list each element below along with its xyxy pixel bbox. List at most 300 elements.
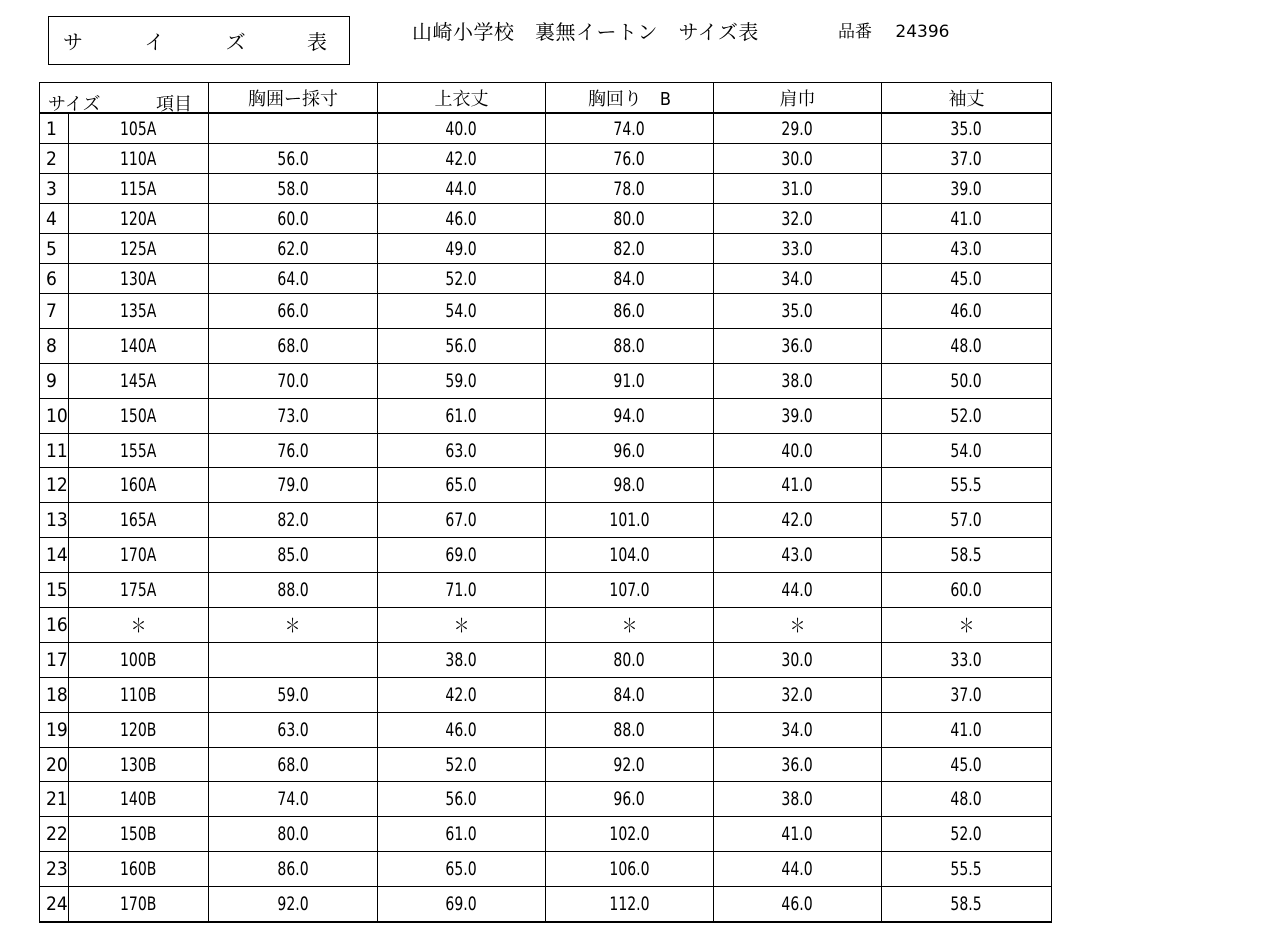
size-value: 175A [120,579,157,602]
shoulder-cell [714,782,882,817]
sleeve-cell [882,503,1052,538]
title-char: サ [63,30,83,54]
shoulder-cell [714,264,882,294]
length-value: 42.0 [445,683,478,706]
sleeve-value: 37.0 [950,683,983,706]
chest_b-cell [546,538,714,573]
size-value: 150A [120,404,157,427]
length-cell [378,677,546,712]
size-cell [69,294,209,329]
chest_b-cell [546,782,714,817]
chest-cell [209,363,378,398]
table-row [40,887,1052,922]
table-row [40,642,1052,677]
sleeve-value: 41.0 [950,718,983,741]
row-number-cell: 15 [40,573,69,608]
table-row [40,328,1052,363]
shoulder-cell [714,398,882,433]
chest-value: 56.0 [277,147,309,170]
table-row [40,144,1052,174]
chest-value: 73.0 [277,404,309,427]
chest-value: 70.0 [277,369,309,392]
size-cell [69,712,209,747]
table-row [40,264,1052,294]
shoulder-value: 40.0 [781,439,814,462]
shoulder-cell [714,503,882,538]
shoulder-cell [714,887,882,922]
sleeve-value: 35.0 [950,117,983,140]
sleeve-cell [882,328,1052,363]
size-value: 100B [120,648,157,671]
chest-value: 92.0 [277,893,309,916]
length-cell [378,398,546,433]
chest-cell [209,294,378,329]
sleeve-cell [882,852,1052,887]
table-row [40,363,1052,398]
sleeve-cell [882,642,1052,677]
row-number-cell: 23 [40,852,69,887]
row-number-cell: 7 [40,294,69,329]
shoulder-cell [714,852,882,887]
column-header: 胸囲ー採寸 [209,83,378,114]
chest-value: 74.0 [277,788,309,811]
chest-cell [209,113,378,144]
length-cell [378,468,546,503]
sleeve-cell [882,204,1052,234]
sleeve-cell [882,712,1052,747]
length-cell [378,747,546,782]
length-value: 69.0 [445,544,478,567]
row-number-cell: 18 [40,677,69,712]
sleeve-value: 52.0 [950,404,983,427]
shoulder-value: 34.0 [781,718,814,741]
sleeve-cell [882,782,1052,817]
shoulder-value: 46.0 [781,893,814,916]
length-value: 52.0 [445,753,478,776]
chest_b-value: 74.0 [613,117,646,140]
table-row [40,677,1052,712]
sleeve-value: 33.0 [950,648,983,671]
length-cell [378,113,546,144]
shoulder-cell [714,468,882,503]
row-number-cell: 19 [40,712,69,747]
sleeve-cell [882,573,1052,608]
length-cell [378,433,546,468]
size-cell [69,468,209,503]
chest_b-value: 86.0 [613,299,646,322]
sleeve-value: 54.0 [950,439,983,462]
title-char: ズ [225,30,246,54]
chest-cell [209,747,378,782]
shoulder-value: 35.0 [781,299,814,322]
chest_b-value: 88.0 [613,334,646,357]
table-row [40,852,1052,887]
chest_b-cell [546,852,714,887]
chest_b-cell [546,204,714,234]
length-value: 69.0 [445,893,478,916]
sleeve-value: 39.0 [950,177,983,200]
size-cell [69,747,209,782]
length-value: 52.0 [445,267,478,290]
title-char: 表 [306,30,327,54]
chest_b-cell [546,144,714,174]
table-row [40,747,1052,782]
chest-value: 88.0 [277,579,309,602]
column-header: 肩巾 [714,83,882,114]
length-cell [378,144,546,174]
shoulder-value: ＊ [789,615,806,638]
corner-item-label: 項目 [156,94,192,115]
sleeve-cell [882,174,1052,204]
length-value: 67.0 [445,509,478,532]
product-number-label: 品番 [838,22,872,42]
size-value: 135A [120,299,157,322]
table-row [40,573,1052,608]
shoulder-value: 30.0 [781,147,814,170]
table-row [40,468,1052,503]
shoulder-value: 30.0 [781,648,814,671]
size-value: 105A [120,117,157,140]
size-cell [69,782,209,817]
shoulder-value: 32.0 [781,207,814,230]
size-value: 160A [120,474,157,497]
chest_b-value: 102.0 [609,823,650,846]
table-row [40,433,1052,468]
length-value: 46.0 [445,718,478,741]
shoulder-value: 44.0 [781,579,814,602]
title-char: イ [144,30,165,54]
sleeve-cell [882,747,1052,782]
chest-value: ＊ [285,615,301,638]
chest-value: 79.0 [277,474,309,497]
chest_b-cell [546,174,714,204]
shoulder-cell [714,144,882,174]
length-value: 42.0 [445,147,478,170]
table-row [40,817,1052,852]
shoulder-value: 41.0 [781,474,814,497]
chest_b-value: 101.0 [609,509,650,532]
size-cell [69,234,209,264]
chest-value: 62.0 [277,237,309,260]
table-row [40,712,1052,747]
length-value: 56.0 [445,334,478,357]
size-cell [69,264,209,294]
row-number-cell: 6 [40,264,69,294]
size-cell [69,204,209,234]
sleeve-value: 45.0 [950,753,983,776]
size-value: 110B [120,683,157,706]
row-number-cell: 2 [40,144,69,174]
shoulder-cell [714,573,882,608]
chest_b-cell [546,398,714,433]
row-number-cell: 8 [40,328,69,363]
chest_b-value: 80.0 [613,648,646,671]
table-row [40,113,1052,144]
chest-cell [209,468,378,503]
chest-cell [209,174,378,204]
chest-cell [209,264,378,294]
sleeve-value: 60.0 [950,579,983,602]
chest_b-value: 98.0 [613,474,646,497]
chest-cell [209,503,378,538]
table-header-row [40,83,1052,114]
chest-cell [209,677,378,712]
size-cell [69,573,209,608]
chest-value: 85.0 [277,544,309,567]
length-value: 38.0 [445,648,478,671]
chest-value: 63.0 [277,718,309,741]
size-value: 145A [120,369,157,392]
chest-value: 64.0 [277,267,309,290]
row-number-cell: 16 [40,608,69,643]
chest-cell [209,144,378,174]
chest_b-value: 106.0 [609,858,650,881]
shoulder-cell [714,817,882,852]
column-header: 袖丈 [882,83,1052,114]
chest-cell [209,234,378,264]
size-table [39,82,1052,923]
row-number-cell: 13 [40,503,69,538]
chest-cell [209,573,378,608]
chest-value: 68.0 [277,753,309,776]
length-cell [378,817,546,852]
shoulder-value: 36.0 [781,334,814,357]
length-value: 56.0 [445,788,478,811]
chest_b-value: 82.0 [613,237,646,260]
length-value: 44.0 [445,177,478,200]
size-value: 130A [120,267,157,290]
chest-value: 76.0 [277,439,309,462]
row-number-cell: 1 [40,113,69,144]
size-cell [69,817,209,852]
size-value: 120B [120,718,157,741]
chest_b-cell [546,712,714,747]
shoulder-value: 38.0 [781,788,814,811]
chest-value: 82.0 [277,509,309,532]
length-value: 71.0 [445,579,478,602]
size-cell [69,503,209,538]
length-cell [378,782,546,817]
chest_b-cell [546,747,714,782]
shoulder-value: 32.0 [781,683,814,706]
chest-cell [209,398,378,433]
length-cell [378,363,546,398]
length-value: 63.0 [445,439,478,462]
sleeve-cell [882,144,1052,174]
chest_b-cell [546,677,714,712]
size-value: 165A [120,509,157,532]
chest_b-value: 92.0 [613,753,646,776]
sleeve-value: 43.0 [950,237,983,260]
table-row [40,174,1052,204]
table-row [40,503,1052,538]
size-cell [69,642,209,677]
length-value: 46.0 [445,207,478,230]
length-cell [378,328,546,363]
sleeve-cell [882,113,1052,144]
row-number-cell: 21 [40,782,69,817]
shoulder-cell [714,608,882,643]
table-row [40,294,1052,329]
table-row [40,608,1052,643]
sleeve-value: 50.0 [950,369,983,392]
length-cell [378,503,546,538]
shoulder-value: 29.0 [781,117,814,140]
table-row [40,204,1052,234]
row-number-cell: 20 [40,747,69,782]
chest-cell [209,887,378,922]
sleeve-cell [882,538,1052,573]
size-cell [69,887,209,922]
shoulder-value: 39.0 [781,404,814,427]
size-cell [69,608,209,643]
shoulder-value: 42.0 [781,509,814,532]
chest-value: 59.0 [277,683,309,706]
chest-value: 86.0 [277,858,309,881]
table-row [40,398,1052,433]
row-number-cell: 12 [40,468,69,503]
chest_b-cell [546,887,714,922]
chest_b-value: 94.0 [613,404,646,427]
chest-value: 80.0 [277,823,309,846]
chest_b-cell [546,642,714,677]
size-value: 115A [120,177,157,200]
chest_b-value: 104.0 [609,544,650,567]
chest_b-cell [546,573,714,608]
chest-cell [209,538,378,573]
size-value: ＊ [130,615,147,638]
sleeve-value: 45.0 [950,267,983,290]
size-cell [69,433,209,468]
product-number [838,17,950,42]
shoulder-value: 34.0 [781,267,814,290]
sleeve-value: 55.5 [950,858,983,881]
sleeve-value: 48.0 [950,788,983,811]
shoulder-cell [714,234,882,264]
chest-value: 60.0 [277,207,309,230]
sleeve-value: 48.0 [950,334,983,357]
shoulder-cell [714,174,882,204]
chest-cell [209,782,378,817]
length-value: 40.0 [445,117,478,140]
row-number-cell: 4 [40,204,69,234]
size-cell [69,113,209,144]
shoulder-cell [714,363,882,398]
chest_b-cell [546,363,714,398]
length-cell [378,852,546,887]
chest_b-value: 84.0 [613,683,646,706]
size-value: 155A [120,439,157,462]
chest_b-cell [546,264,714,294]
product-number-value: 24396 [895,22,950,42]
chest_b-value: ＊ [621,615,638,638]
row-number-cell: 14 [40,538,69,573]
shoulder-value: 43.0 [781,544,814,567]
sleeve-value: 52.0 [950,823,983,846]
size-cell [69,363,209,398]
chest_b-value: 96.0 [613,439,646,462]
chest_b-cell [546,113,714,144]
chest-cell [209,433,378,468]
title-box [48,16,350,65]
length-value: 61.0 [445,823,478,846]
shoulder-cell [714,113,882,144]
chest-cell [209,608,378,643]
sleeve-cell [882,887,1052,922]
row-number-cell: 17 [40,642,69,677]
size-value: 170A [120,544,157,567]
sleeve-value: ＊ [958,615,975,638]
shoulder-cell [714,538,882,573]
chest_b-value: 88.0 [613,718,646,741]
sleeve-cell [882,817,1052,852]
row-number-cell: 24 [40,887,69,922]
size-cell [69,144,209,174]
shoulder-cell [714,747,882,782]
length-value: ＊ [453,615,470,638]
row-number-cell: 9 [40,363,69,398]
length-value: 59.0 [445,369,478,392]
shoulder-value: 44.0 [781,858,814,881]
row-number-cell: 5 [40,234,69,264]
chest-cell [209,712,378,747]
chest_b-cell [546,234,714,264]
table-row [40,782,1052,817]
length-cell [378,234,546,264]
size-value: 130B [120,753,157,776]
chest_b-cell [546,294,714,329]
length-value: 49.0 [445,237,478,260]
chest-cell [209,817,378,852]
size-value: 150B [120,823,157,846]
length-cell [378,264,546,294]
size-value: 125A [120,237,157,260]
corner-size-label: サイズ [48,94,101,115]
chest_b-cell [546,433,714,468]
chest-cell [209,642,378,677]
length-cell [378,573,546,608]
length-cell [378,294,546,329]
sleeve-cell [882,294,1052,329]
shoulder-value: 33.0 [781,237,814,260]
chest-cell [209,852,378,887]
length-value: 65.0 [445,858,478,881]
chest_b-value: 78.0 [613,177,646,200]
table-body [40,113,1052,922]
shoulder-cell [714,204,882,234]
sleeve-value: 46.0 [950,299,983,322]
row-number-cell: 22 [40,817,69,852]
column-header: 胸回り B [546,83,714,114]
sleeve-cell [882,264,1052,294]
column-header: 上衣丈 [378,83,546,114]
shoulder-value: 31.0 [781,177,814,200]
sleeve-cell [882,677,1052,712]
length-value: 65.0 [445,474,478,497]
chest_b-cell [546,817,714,852]
length-value: 61.0 [445,404,478,427]
sleeve-value: 55.5 [950,474,983,497]
document-title: 山崎小学校 裏無イートン サイズ表 [412,20,759,44]
shoulder-value: 36.0 [781,753,814,776]
length-cell [378,174,546,204]
shoulder-cell [714,642,882,677]
sleeve-cell [882,398,1052,433]
shoulder-cell [714,294,882,329]
size-cell [69,852,209,887]
table-row [40,234,1052,264]
chest_b-cell [546,608,714,643]
